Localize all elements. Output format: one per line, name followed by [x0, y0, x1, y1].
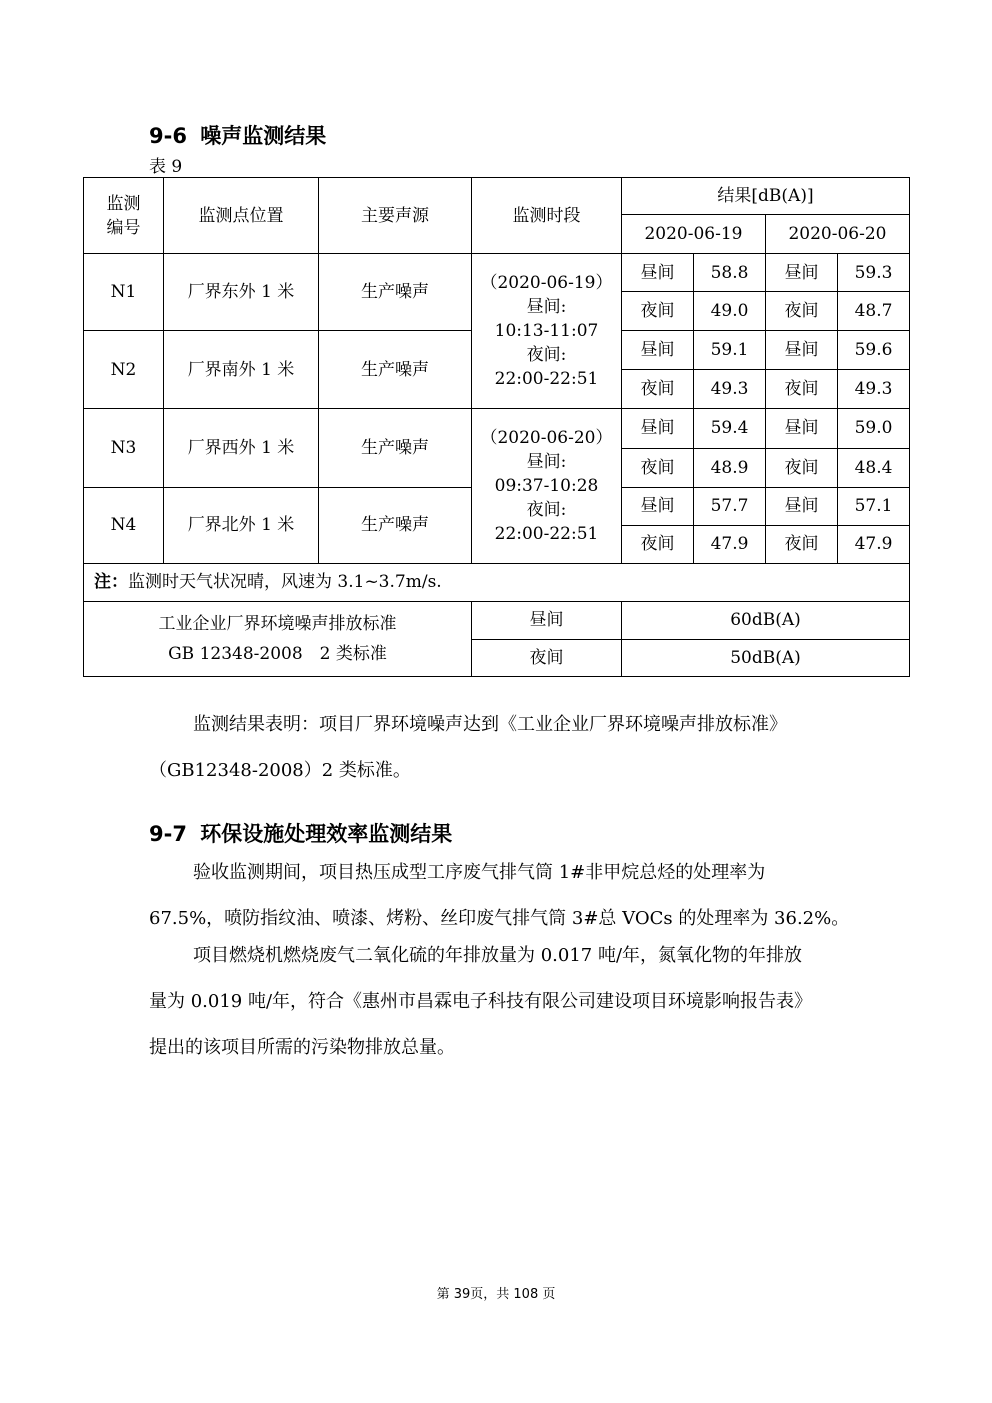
- value-cell: 59.6: [838, 331, 910, 370]
- point-location: 厂界南外 1 米: [164, 331, 319, 409]
- noise-results-table: [83, 177, 910, 677]
- value-cell: 48.4: [838, 448, 910, 487]
- standard-day-value: 60dB(A): [622, 601, 910, 639]
- point-location: 厂界北外 1 米: [164, 487, 319, 563]
- header-period: 监测时段: [472, 178, 622, 254]
- standard-night-value: 50dB(A): [622, 639, 910, 676]
- day-label: 昼间: [622, 409, 694, 448]
- night-label: 夜间: [622, 370, 694, 409]
- point-id: N4: [84, 487, 164, 563]
- value-cell: 47.9: [838, 525, 910, 563]
- night-label: 夜间: [766, 448, 838, 487]
- table-row: [84, 254, 910, 292]
- night-label: 夜间: [766, 370, 838, 409]
- efficiency-paragraph-2: [149, 933, 849, 1071]
- night-label: 夜间: [766, 525, 838, 563]
- night-label: 夜间: [766, 292, 838, 331]
- period-block-1: （2020-06-19） 昼间: 10:13-11:07 夜间: 22:00-22:51: [472, 254, 622, 409]
- table-note: [84, 563, 910, 601]
- point-id: N1: [84, 254, 164, 331]
- day-label: 昼间: [766, 487, 838, 525]
- value-cell: 59.4: [694, 409, 766, 448]
- value-cell: 49.3: [838, 370, 910, 409]
- header-date-2: 2020-06-20: [766, 215, 910, 254]
- noise-source: 生产噪声: [319, 409, 472, 487]
- paragraph-line: 67.5%，喷防指纹油、喷漆、烤粉、丝印废气排气筒 3#总 VOCs 的处理率为 36.2%。: [149, 908, 850, 929]
- noise-source: 生产噪声: [319, 487, 472, 563]
- day-label: 昼间: [766, 331, 838, 370]
- value-cell: 59.0: [838, 409, 910, 448]
- point-location: 厂界西外 1 米: [164, 409, 319, 487]
- value-cell: 57.1: [838, 487, 910, 525]
- paragraph-line: 项目燃烧机燃烧废气二氧化硫的年排放量为 0.017 吨/年，氮氧化物的年排放: [193, 945, 803, 966]
- section-number: 9-7: [149, 822, 187, 846]
- value-cell: 49.3: [694, 370, 766, 409]
- conclusion-line-2: （GB12348-2008）2 类标准。: [149, 760, 411, 781]
- conclusion-line-1: 监测结果表明：项目厂界环境噪声达到《工业企业厂界环境噪声排放标准》: [193, 714, 787, 735]
- noise-source: 生产噪声: [319, 331, 472, 409]
- standard-day-label: 昼间: [472, 601, 622, 639]
- paragraph-line: 验收监测期间，项目热压成型工序废气排气筒 1#非甲烷总烃的处理率为: [193, 862, 766, 883]
- header-location: 监测点位置: [164, 178, 319, 254]
- value-cell: 47.9: [694, 525, 766, 563]
- section-heading-9-6: [149, 120, 326, 150]
- day-label: 昼间: [766, 409, 838, 448]
- day-label: 昼间: [622, 254, 694, 292]
- night-label: 夜间: [622, 448, 694, 487]
- standard-name-cell: [84, 601, 472, 676]
- day-label: 昼间: [766, 254, 838, 292]
- value-cell: 48.9: [694, 448, 766, 487]
- header-result: 结果[dB(A)]: [622, 178, 910, 215]
- noise-source: 生产噪声: [319, 254, 472, 331]
- page-footer: 第 39页，共 108 页: [436, 1287, 556, 1302]
- night-label: 夜间: [622, 525, 694, 563]
- standard-code: GB 12348-2008 2 类标准: [168, 643, 387, 664]
- standard-name: 工业企业厂界环境噪声排放标准: [158, 613, 397, 634]
- section-title: 环保设施处理效率监测结果: [200, 822, 453, 846]
- section-heading-9-7: [149, 818, 452, 848]
- standard-night-label: 夜间: [472, 639, 622, 676]
- paragraph-line: 量为 0.019 吨/年，符合《惠州市昌霖电子科技有限公司建设项目环境影响报告表》: [149, 991, 813, 1012]
- value-cell: 59.1: [694, 331, 766, 370]
- value-cell: 49.0: [694, 292, 766, 331]
- header-source: 主要声源: [319, 178, 472, 254]
- note-label: 注：: [94, 572, 128, 593]
- header-date-1: 2020-06-19: [622, 215, 766, 254]
- paragraph-line: 提出的该项目所需的污染物排放总量。: [149, 1037, 455, 1058]
- table-row: [84, 409, 910, 448]
- value-cell: 57.7: [694, 487, 766, 525]
- table-caption: 表 9: [149, 157, 183, 177]
- point-id: N3: [84, 409, 164, 487]
- value-cell: 58.8: [694, 254, 766, 292]
- conclusion-paragraph: [149, 702, 849, 794]
- day-label: 昼间: [622, 331, 694, 370]
- point-id: N2: [84, 331, 164, 409]
- day-label: 昼间: [622, 487, 694, 525]
- efficiency-paragraph-1: [149, 850, 849, 942]
- night-label: 夜间: [622, 292, 694, 331]
- value-cell: 48.7: [838, 292, 910, 331]
- header-id: 监测编号: [84, 178, 164, 254]
- period-block-2: （2020-06-20） 昼间: 09:37-10:28 夜间: 22:00-22:51: [472, 409, 622, 563]
- note-text: 监测时天气状况晴，风速为 3.1~3.7m/s.: [128, 572, 442, 593]
- section-number: 9-6: [149, 124, 187, 148]
- value-cell: 59.3: [838, 254, 910, 292]
- point-location: 厂界东外 1 米: [164, 254, 319, 331]
- section-title: 噪声监测结果: [200, 124, 327, 148]
